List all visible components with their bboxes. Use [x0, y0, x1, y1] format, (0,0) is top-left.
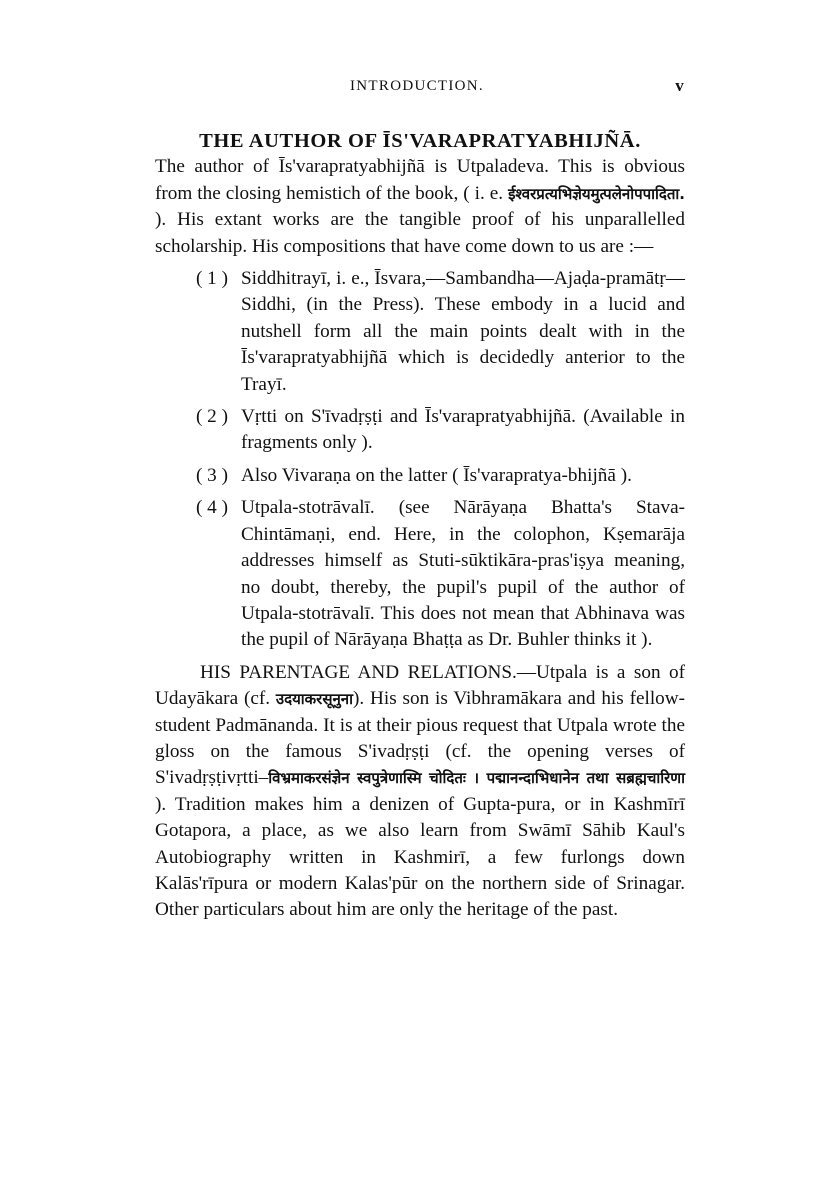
list-item-text: Also Vivaraṇa on the latter ( Īs'varapratya-bhijñā ).: [241, 464, 632, 486]
list-item-number: ( 3 ): [196, 464, 228, 486]
parentage-paragraph: [155, 660, 685, 924]
sanskrit-hemistich: ईश्वरप्रत्यभिज्ञेयमुत्पलेनोपपादिता.: [508, 184, 685, 203]
author-text-part1: The author of Īs'varapratyabhijñā is Utpaladeva. This is obvious from the closing hemistich of the book, ( i. e.: [155, 156, 685, 204]
list-item: [155, 495, 685, 653]
list-item-text: Siddhitrayī, i. e., Īsvara,—Sambandha—Ajaḍa-pramātṛ—Siddhi, (in the Press). These embody in a lucid and nutshell form all the main points dealt with in the Īs'varapratyabhijñā which is decidedly anterior to the Trayī.: [241, 268, 685, 395]
author-paragraph: [155, 154, 685, 260]
parentage-text-part3: ). Tradition makes him a denizen of Gupta-pura, or in Kashmīrī Gotapora, a place, as we also learn from Swāmī Sāhib Kaul's Autobiography written in Kashmirī, a few furlongs down Kalās'rīpura or modern Kalas'pūr on the northern side of Srinagar. Other particulars about him are only the heritage of the past.: [155, 793, 685, 921]
list-item: [155, 463, 685, 489]
sanskrit-udayakara: उदयाकरसूनुना: [275, 690, 353, 709]
list-item-number: ( 2 ): [196, 406, 228, 428]
running-head-title: INTRODUCTION.: [350, 78, 484, 94]
author-text-part2: ). His extant works are the tangible proof of his unparallelled scholarship. His compositions that have come down to us are :—: [155, 209, 685, 257]
page-number: v: [675, 76, 685, 95]
list-item-text: Vṛtti on S'īvadṛṣṭi and Īs'varapratyabhijñā. (Available in fragments only ).: [241, 406, 685, 454]
works-list: [155, 266, 685, 654]
list-item-number: ( 1 ): [196, 268, 228, 290]
body-text: [155, 128, 685, 924]
sanskrit-verse: विभ्रमाकरसंज्ञेन स्वपुत्रेणास्मि चोदितः । पद्मानन्दाभिधानेन तथा सब्रह्मचारिणा: [268, 769, 685, 788]
list-item: [155, 404, 685, 457]
list-item-number: ( 4 ): [196, 497, 228, 519]
section-heading-parentage: HIS PARENTAGE AND RELATIONS.: [200, 661, 517, 683]
list-item: [155, 266, 685, 398]
list-item-text: Utpala-stotrāvalī. (see Nārāyaṇa Bhatta's Stava-Chintāmaṇi, end. Here, in the colophon, Kṣemarāja addresses himself as Stuti-sūktikāra-pras'iṣya meaning, no doubt, thereby, the pupil's pupil of the author of Utpala-stotrāvalī. This does not mean that Abhinava was the pupil of Nārāyaṇa Bhaṭṭa as Dr. Buhler thinks it ).: [241, 497, 685, 651]
section-heading-author: THE AUTHOR OF ĪS'VARAPRATYABHIJÑĀ.: [199, 130, 641, 152]
parentage-text-part2: ). His son is Vibhramākara and his fellow-student Padmānanda. It is at their pious request that Utpala wrote the gloss on the famous S'ivadṛṣṭi (cf. the opening verses of S'ivadṛṣṭivṛtti–: [155, 688, 685, 789]
running-head: [155, 78, 685, 100]
parentage-text-part1: —Utpala is a son of Udayākara (cf.: [155, 661, 685, 710]
